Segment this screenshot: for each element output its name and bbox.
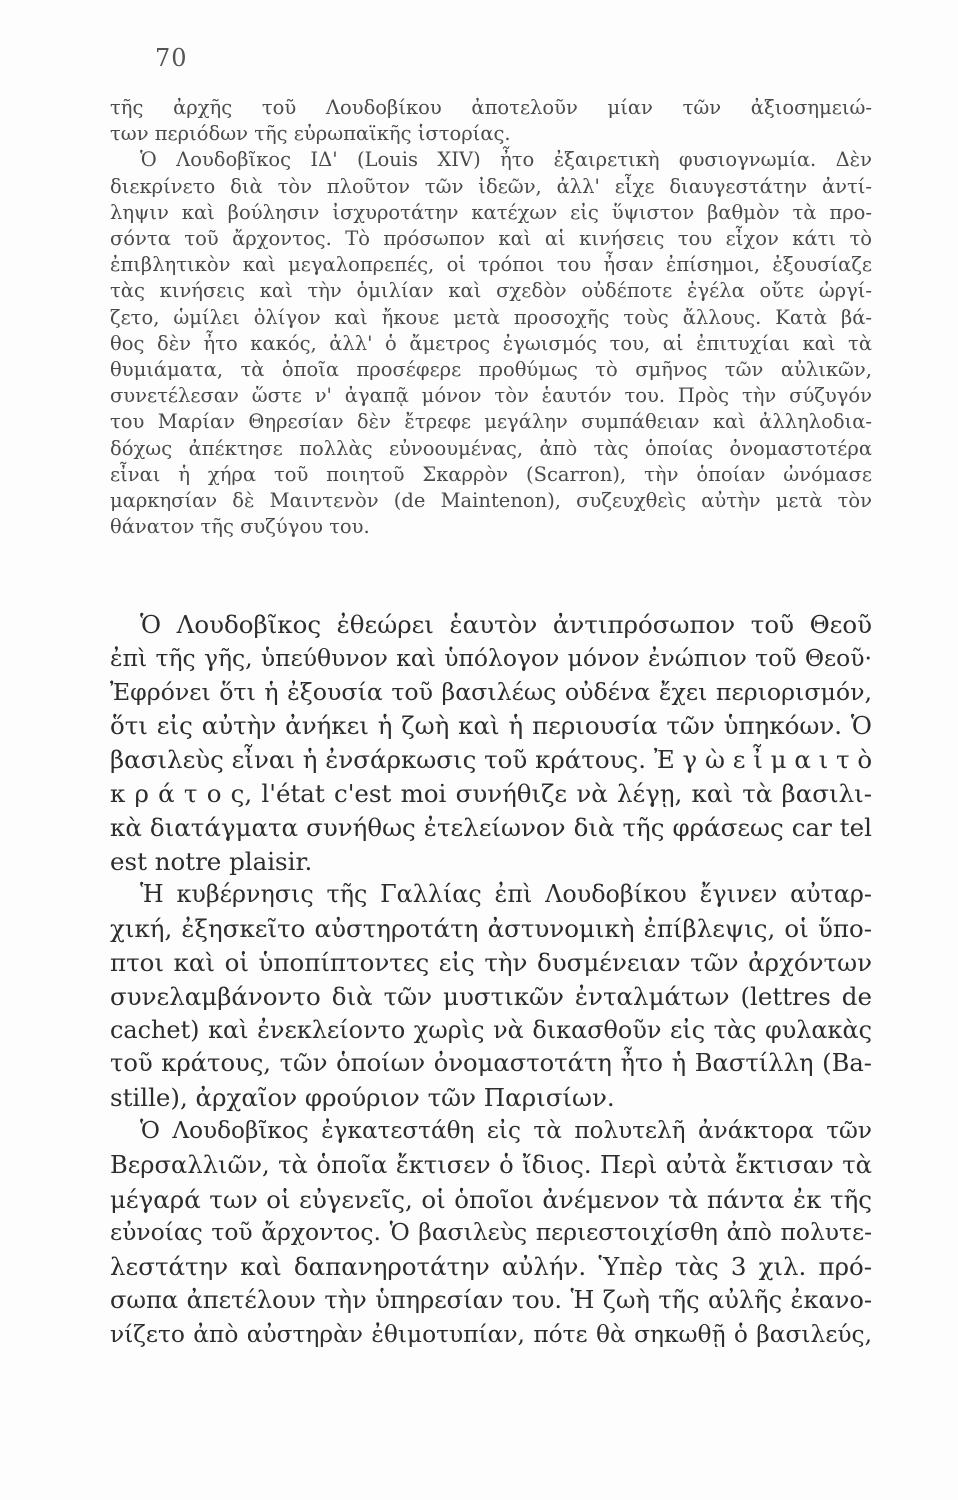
text-line: μαρκησίαν δὲ Μαιντενὸν (de Maintenon), συζευχθεὶς αὐτὴν μετὰ τὸν	[110, 489, 872, 513]
text-line: Ὁ Λουδοβῖκος ἐγκατεστάθη εἰς τὰ πολυτελῆ ἀνάκτορα τῶν	[140, 1117, 872, 1144]
text-line: θος δὲν ἦτο κακός, ἀλλ' ὁ ἄμετρος ἐγωισμός του, αἱ ἐπιτυχίαι καὶ τὰ	[110, 331, 872, 355]
text-line: Ὁ Λουδοβῖκος ἐθεώρει ἑαυτὸν ἀντιπρόσωπον τοῦ Θεοῦ	[140, 610, 872, 639]
text-line: συνετέλεσαν ὥστε ν' ἀγαπᾷ μόνον τὸν ἑαυτόν του. Πρὸς τὴν σύζυγόν	[110, 384, 872, 408]
text-line: πτοι καὶ οἱ ὑποπίπτοντες εἰς τὴν δυσμένειαν τῶν ἀρχόντων	[110, 947, 872, 977]
text-line: τὰς κινήσεις καὶ τὴν ὁμιλίαν καὶ σχεδὸν οὐδέποτε ἐγέλα οὔτε ὠργί-	[110, 279, 872, 303]
text-line: Ἡ κυβέρνησις τῆς Γαλλίας ἐπὶ Λουδοβίκου ἔγινεν αὐταρ-	[140, 880, 872, 909]
text-line: σόντα τοῦ ἄρχοντος. Τὸ πρόσωπον καὶ αἱ κινήσεις του εἶχον κάτι τὸ	[110, 227, 872, 251]
large-print-paragraphs	[110, 608, 872, 1352]
text-line: est notre plaisir.	[110, 846, 313, 876]
text-line: εὐνοίας τοῦ ἄρχοντος. Ὁ βασιλεὺς περιεστοιχίσθη ἀπὸ πολυτε-	[110, 1218, 872, 1247]
text-line: εἶναι ἡ χήρα τοῦ ποιητοῦ Σκαρρὸν (Scarron), τὴν ὁποίαν ὠνόμασε	[110, 462, 872, 486]
text-line: κὰ διατάγματα συνήθως ἐτελείωνον διὰ τῆς φράσεως car tel	[110, 812, 872, 842]
text-line: stille), ἀρχαῖον φρούριον τῶν Παρισίων.	[110, 1083, 615, 1113]
text-line: cachet) καὶ ἐνεκλείοντο χωρὶς νὰ δικασθοῦν εἰς τὰς φυλακὰς	[110, 1015, 872, 1044]
text-line: Βερσαλλιῶν, τὰ ὁποῖα ἔκτισεν ὁ ἴδιος. Περὶ αὐτὰ ἔκτισαν τὰ	[110, 1150, 872, 1179]
text-line: ἐπὶ τῆς γῆς, ὑπεύθυνον καὶ ὑπόλογον μόνον ἐνώπιον τοῦ Θεοῦ·	[110, 643, 872, 672]
text-line: λεστάτην καὶ δαπανηροτάτην αὐλήν. Ὑπὲρ τὰς 3 χιλ. πρό-	[110, 1252, 872, 1282]
text-line: συνελαμβάνοντο διὰ τῶν μυστικῶν ἐνταλμάτων (lettres de	[110, 981, 872, 1011]
text-line: Ὁ Λουδοβῖκος ΙΔ' (Louis XIV) ἦτο ἐξαιρετικὴ φυσιογνωμία. Δὲν	[140, 148, 872, 172]
text-line: μέγαρά των οἱ εὐγενεῖς, οἱ ὁποῖοι ἀνέμενον τὰ πάντα ἐκ τῆς	[110, 1184, 872, 1214]
text-line: νίζετο ἀπὸ αὐστηρὰν ἐθιμοτυπίαν, πότε θὰ σηκωθῇ ὁ βασιλεύς,	[110, 1320, 872, 1348]
text-line: κ ρ ά τ ο ς, l'état c'est moi συνήθιζε νὰ λέγῃ, καὶ τὰ βασιλι-	[110, 778, 872, 808]
text-line: ληψιν καὶ βούλησιν ἰσχυροτάτην κατέχων εἰς ὕψιστον βαθμὸν τὰ προ-	[110, 200, 872, 224]
text-line: χική, ἐξησκεῖτο αὐστηροτάτη ἀστυνομικὴ ἐπίβλεψις, οἱ ὕπο-	[110, 914, 872, 944]
text-line: των περιόδων τῆς εὐρωπαϊκῆς ἱστορίας.	[110, 122, 511, 146]
text-line: ζετο, ὡμίλει ὀλίγον καὶ ἤκουε μετὰ προσοχῆς τοὺς ἄλλους. Κατὰ βά-	[110, 305, 872, 329]
text-line: ὅτι εἰς αὐτὴν ἀνήκει ἡ ζωὴ καὶ ἡ περιουσία τῶν ὑπηκόων. Ὁ	[110, 711, 872, 741]
text-line: ἐπιβλητικὸν καὶ μεγαλοπρεπές, οἱ τρόποι του ἦσαν ἐπίσημοι, ἐξουσίαζε	[110, 253, 872, 277]
small-print-paragraphs	[110, 95, 872, 540]
text-line: Ἐφρόνει ὅτι ἡ ἐξουσία τοῦ βασιλέως οὐδένα ἔχει περιορισμόν,	[110, 677, 872, 706]
text-line: τοῦ κράτους, τῶν ὁποίων ὀνομαστοτάτη ἦτο ἡ Βαστίλλη (Ba-	[110, 1049, 872, 1078]
text-line: θυμιάματα, τὰ ὁποῖα προσέφερε προθύμως τὸ σμῆνος τῶν αὐλικῶν,	[110, 358, 872, 382]
text-line: του Μαρίαν Θηρεσίαν δὲν ἔτρεφε μεγάλην συμπάθειαν καὶ ἀλληλοδια-	[110, 410, 872, 434]
text-line: δόχως ἀπέκτησε πολλὰς εὐνοουμένας, ἀπὸ τὰς ὁποίας ὀνομαστοτέρα	[110, 436, 872, 460]
text-line: διεκρίνετο διὰ τὸν πλοῦτον τῶν ἰδεῶν, ἀλλ' εἶχε διαυγεστάτην ἀντί-	[110, 174, 872, 198]
text-line: τῆς ἀρχῆς τοῦ Λουδοβίκου ἀποτελοῦν μίαν τῶν ἀξιοσημειώ-	[110, 96, 872, 119]
text-line: θάνατον τῆς συζύγου του.	[110, 515, 370, 539]
text-line: σωπα ἀπετέλουν τὴν ὑπηρεσίαν του. Ἡ ζωὴ τῆς αὐλῆς ἐκανο-	[110, 1285, 872, 1314]
page-number: 70	[155, 44, 188, 72]
text-line: βασιλεὺς εἶναι ἡ ἐνσάρκωσις τοῦ κράτους. Ἐ γ ὼ ε ἶ μ α ι τ ὸ	[110, 745, 873, 775]
